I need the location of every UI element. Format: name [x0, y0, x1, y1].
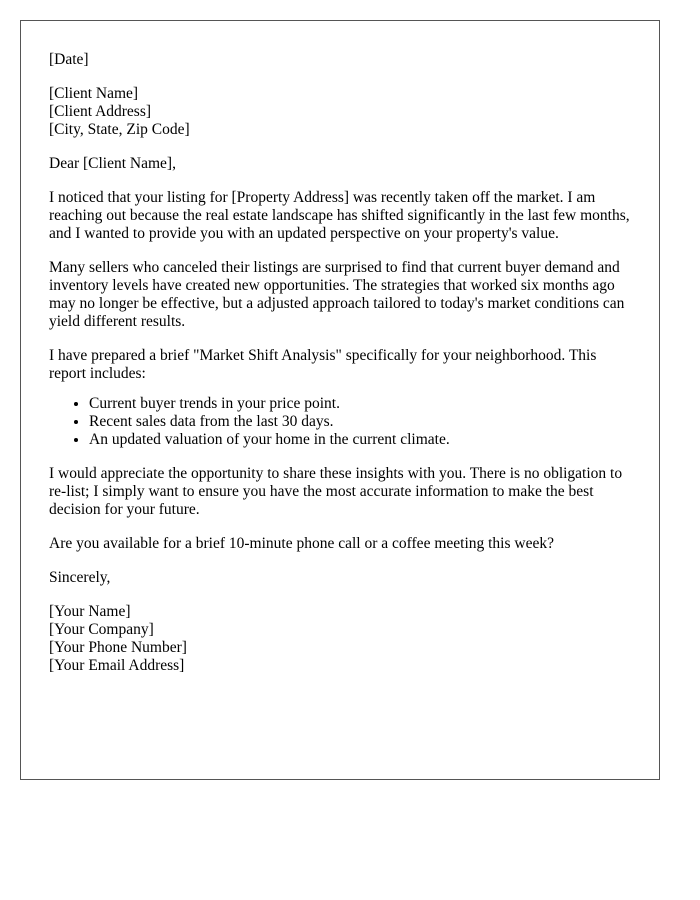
bullet-item: • An updated valuation of your home in the current climate.	[89, 431, 631, 449]
recipient-city-state-zip: [City, State, Zip Code]	[49, 121, 190, 138]
signature-block	[49, 603, 631, 675]
closing: Sincerely,	[49, 569, 111, 586]
paragraph-intro: I noticed that your listing for [Property Address] was recently taken off the market. I am reaching out because the real estate landscape has shifted significantly in the last few months, and I wanted to provide you with an updated perspective on your property's value.	[49, 189, 630, 242]
paragraph-analysis: I have prepared a brief "Market Shift Analysis" specifically for your neighborhood. This report includes:	[49, 347, 597, 382]
recipient-address: [Client Address]	[49, 103, 152, 120]
signature-name: [Your Name]	[49, 603, 131, 620]
signature-email: [Your Email Address]	[49, 657, 185, 674]
letter-date: [Date]	[49, 51, 89, 68]
report-bullet-list	[49, 395, 631, 449]
signature-phone: [Your Phone Number]	[49, 639, 187, 656]
recipient-name: [Client Name]	[49, 85, 139, 102]
salutation: Dear [Client Name],	[49, 155, 176, 172]
signature-company: [Your Company]	[49, 621, 154, 638]
paragraph-insights: I would appreciate the opportunity to share these insights with you. There is no obligation to re-list; I simply want to ensure you have the most accurate information to make the best decision for your future.	[49, 465, 623, 518]
paragraph-opportunities: Many sellers who canceled their listings are surprised to find that current buyer demand and inventory levels have created new opportunities. The strategies that worked six months ago may no longer be effective, but a adjusted approach tailored to today's market conditions can yield different results.	[49, 259, 625, 330]
letter-page	[20, 20, 660, 780]
bullet-item: • Current buyer trends in your price point.	[89, 395, 631, 413]
recipient-block	[49, 85, 631, 139]
paragraph-call-to-action: Are you available for a brief 10-minute phone call or a coffee meeting this week?	[49, 535, 554, 552]
bullet-item: • Recent sales data from the last 30 days.	[89, 413, 631, 431]
